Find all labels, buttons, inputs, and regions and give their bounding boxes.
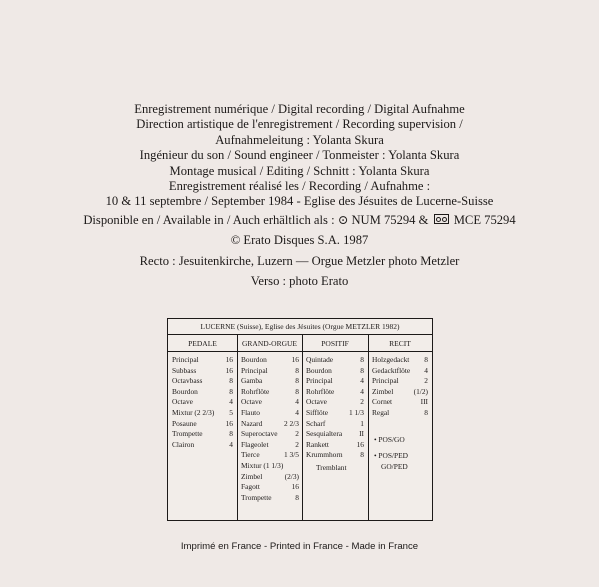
organ-stop [306, 355, 364, 366]
organ-stop [241, 493, 299, 504]
stop-pitch: II [359, 429, 364, 439]
stop-pitch: 2 [295, 429, 299, 439]
credit-line: Direction artistique de l'enregistrement / Recording supervision / [136, 117, 463, 132]
division-header-recit: RECIT [389, 339, 411, 348]
stop-name: Trompette [172, 429, 203, 439]
stop-pitch: 4 [229, 397, 233, 407]
stop-name: Posaune [172, 418, 197, 428]
stop-name: Principal [172, 355, 199, 364]
organ-stop [241, 461, 299, 472]
organ-stop [372, 387, 428, 398]
credit-line: Enregistrement réalisé les / Recording / Aufnahme : [168, 179, 431, 194]
organ-stop [241, 397, 299, 408]
stop-pitch: 8 [295, 386, 299, 396]
stop-pitch: 8 [424, 355, 428, 364]
recording-credits [0, 102, 599, 210]
stop-pitch: 16 [225, 355, 233, 364]
credit-line: Enregistrement numérique / Digital recording / Digital Aufnahme [134, 102, 465, 116]
stop-name: Mixtur (2 2/3) [172, 407, 215, 417]
column-divider [237, 334, 238, 520]
organ-stop [241, 429, 299, 440]
stop-name: Subbass [172, 365, 197, 375]
table-divider [168, 334, 432, 335]
stop-name: Gedacktflöte [372, 365, 411, 375]
organ-stop [172, 408, 233, 419]
credit-line: Ingénieur du son / Sound engineer / Tonmeister : Yolanta Skura [139, 148, 460, 163]
credit-line: 10 & 11 septembre / September 1984 - Eglise des Jésuites de Lucerne-Suisse [105, 194, 494, 209]
stop-pitch: 4 [424, 365, 428, 375]
organ-stop [306, 429, 364, 440]
organ-stop [372, 366, 428, 377]
stop-pitch: 4 [295, 407, 299, 417]
credit-line: Montage musical / Editing / Schnitt : Yolanta Skura [169, 163, 430, 178]
division-header-pedale: PEDALE [188, 339, 217, 348]
stop-name: Sesquialtera [306, 429, 343, 439]
stop-pitch: 8 [360, 450, 364, 460]
stop-pitch: 1 [360, 418, 364, 428]
stop-pitch: 2 [360, 397, 364, 407]
stop-pitch: 4 [360, 376, 364, 386]
stop-pitch: 4 [360, 386, 364, 396]
organ-stop [172, 387, 233, 398]
stop-name: Superoctave [241, 429, 278, 439]
stop-pitch: 16 [356, 439, 364, 449]
stop-pitch: (1/2) [413, 386, 428, 396]
verso-photo-credit: Verso : photo Erato [250, 274, 349, 288]
organ-stop [172, 355, 233, 366]
stop-pitch: 8 [424, 407, 428, 417]
organ-stop [372, 408, 428, 419]
stop-name: Principal [241, 365, 268, 375]
stop-name: Mixtur (1 1/3) [241, 460, 284, 470]
stop-name: Octavbass [172, 376, 203, 386]
stop-pitch: 4 [229, 439, 233, 449]
coupler-label: GO/PED [381, 461, 408, 471]
stop-pitch: 16 [291, 482, 299, 492]
positif-stop-list [306, 355, 364, 474]
organ-stop [306, 387, 364, 398]
stop-pitch: 16 [225, 418, 233, 428]
stop-name: Octave [172, 397, 193, 407]
stop-name: Tierce [241, 450, 260, 460]
stop-pitch: 2 2/3 [284, 418, 299, 428]
stop-name: Gamba [241, 376, 263, 386]
organ-stop [241, 450, 299, 461]
stop-pitch: 8 [229, 376, 233, 386]
stop-name: Flageolet [241, 439, 269, 449]
stop-name: Trompette [241, 492, 272, 502]
organ-stop [241, 482, 299, 493]
organ-stop [306, 450, 364, 461]
recto-photo-credit: Recto : Jesuitenkirche, Luzern — Orgue Metzler photo Metzler [139, 254, 460, 268]
grand-orgue-stop-list [241, 355, 299, 503]
organ-stop [306, 366, 364, 377]
stop-name: Zimbel [241, 471, 263, 481]
stop-pitch: 8 [229, 386, 233, 396]
stop-pitch: 8 [360, 355, 364, 364]
organ-stop [372, 397, 428, 408]
stop-name: Principal [372, 376, 399, 386]
compact-disc-icon: ⊙ [337, 213, 349, 227]
stop-name: Sifflöte [306, 407, 329, 417]
stop-name: Rohrflöte [306, 386, 335, 396]
stop-pitch: 1 1/3 [349, 407, 364, 417]
stop-pitch: 2 [424, 376, 428, 386]
column-divider [368, 334, 369, 520]
table-divider [168, 351, 432, 352]
column-divider [302, 334, 303, 520]
stop-pitch: 8 [295, 376, 299, 386]
stop-name: Rankett [306, 439, 329, 449]
stop-name: Zimbel [372, 386, 394, 396]
organ-stop [241, 355, 299, 366]
stop-name: Bourdon [172, 386, 198, 396]
division-header-grand-orgue: GRAND-ORGUE [242, 339, 297, 348]
stop-pitch: 8 [295, 492, 299, 502]
organ-stop [306, 408, 364, 419]
coupler-label: • POS/GO [374, 434, 405, 444]
organ-stop [306, 376, 364, 387]
cassette-catalog-number: MCE 75294 [453, 213, 516, 227]
organ-stop [172, 366, 233, 377]
stop-name: Principal [306, 376, 333, 386]
availability-line [0, 212, 599, 228]
stop-name: Octave [241, 397, 262, 407]
stop-name: Scharf [306, 418, 326, 428]
credit-line: Aufnahmeleitung : Yolanta Skura [215, 132, 384, 147]
organ-stop [172, 419, 233, 430]
pedale-stop-list [172, 355, 233, 450]
stop-pitch: 8 [295, 365, 299, 375]
organ-stop [241, 387, 299, 398]
stop-name: Cornet [372, 397, 393, 407]
cd-catalog-number: NUM 75294 [351, 213, 416, 227]
cassette-icon [434, 214, 449, 224]
division-header-positif: POSITIF [321, 339, 349, 348]
stop-pitch: 5 [229, 407, 233, 417]
organ-stop [172, 397, 233, 408]
stop-name: Bourdon [241, 355, 267, 364]
organ-stop [241, 408, 299, 419]
organ-stop [241, 376, 299, 387]
stop-name: Fagott [241, 482, 260, 492]
stop-pitch: 16 [291, 355, 299, 364]
availability-separator: & [415, 213, 432, 227]
recit-stop-list [372, 355, 428, 472]
print-origin: Imprimé en France - Printed in France - Made in France [180, 541, 419, 552]
stop-name: Octave [306, 397, 327, 407]
organ-stop [172, 440, 233, 451]
stop-name: Holzgedackt [372, 355, 410, 364]
organ-stop [306, 419, 364, 430]
stop-name: Regal [372, 407, 390, 417]
organ-specification-table [167, 318, 433, 521]
stop-name: Quintade [306, 355, 334, 364]
stop-name: Bourdon [306, 365, 332, 375]
stop-pitch: (2/3) [284, 471, 299, 481]
organ-stop [306, 440, 364, 451]
stop-pitch [296, 461, 299, 472]
coupler-label: • POS/PED [374, 451, 409, 461]
organ-stop [241, 472, 299, 483]
stop-pitch: 4 [295, 397, 299, 407]
stop-pitch: 1 3/5 [284, 450, 299, 460]
stop-name: Flauto [241, 407, 260, 417]
stop-pitch: 8 [360, 365, 364, 375]
stop-pitch: 8 [229, 429, 233, 439]
stop-pitch: 2 [295, 439, 299, 449]
availability-prefix: Disponible en / Available in / Auch erhältlich als : [83, 213, 338, 227]
copyright: © Erato Disques S.A. 1987 [230, 233, 369, 247]
stop-name: Krummhorn [306, 450, 343, 460]
organ-stop [241, 419, 299, 430]
stop-pitch: III [420, 397, 428, 407]
organ-stop [306, 397, 364, 408]
organ-stop [241, 440, 299, 451]
organ-stop [241, 366, 299, 377]
organ-stop [172, 429, 233, 440]
stop-pitch: 16 [225, 365, 233, 375]
stop-name: Clairon [172, 439, 195, 449]
organ-stop [372, 376, 428, 387]
stop-name: Nazard [241, 418, 263, 428]
organ-table-title: LUCERNE (Suisse), Eglise des Jésuites (Orgue METZLER 1982) [200, 322, 400, 331]
stop-name: Rohrflöte [241, 386, 270, 396]
organ-stop [372, 355, 428, 366]
organ-stop [172, 376, 233, 387]
coupler-label: Tremblant [316, 462, 347, 472]
